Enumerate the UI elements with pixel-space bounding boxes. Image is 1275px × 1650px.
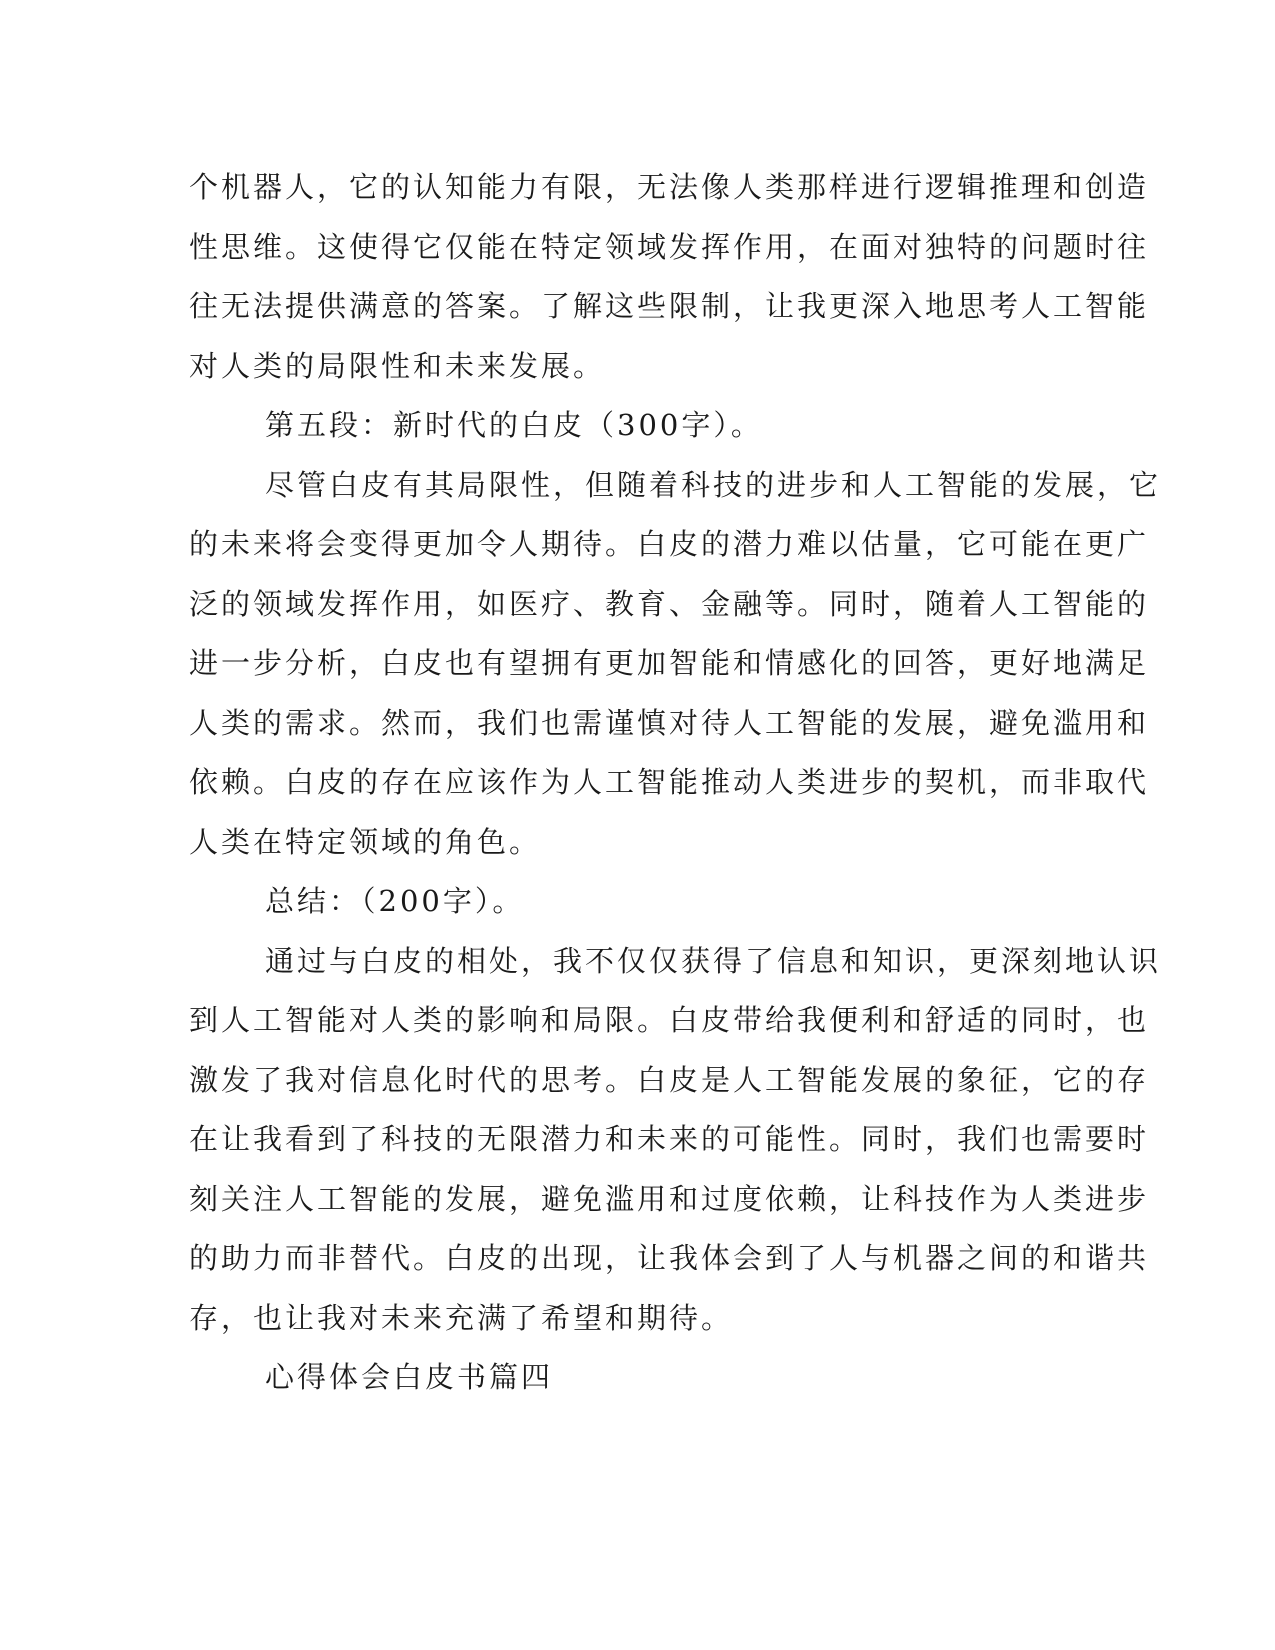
heading-line: 心得体会白皮书篇四 bbox=[265, 1360, 554, 1394]
text-line: 存，也让我对未来充满了希望和期待。 bbox=[189, 1300, 734, 1335]
text-line: 在让我看到了科技的无限潜力和未来的可能性。同时，我们也需要时 bbox=[189, 1122, 1150, 1156]
text-line: 依赖。白皮的存在应该作为人工智能推动人类进步的契机，而非取代 bbox=[189, 765, 1150, 799]
section-title-part-four bbox=[189, 1348, 1089, 1408]
document-body bbox=[189, 158, 1162, 1408]
text-line: 的助力而非替代。白皮的出现，让我体会到了人与机器之间的和谐共 bbox=[189, 1241, 1150, 1275]
text-line: 对人类的局限性和未来发展。 bbox=[189, 348, 606, 383]
heading-line: 总结：（200字）。 bbox=[265, 884, 525, 918]
text-line: 刻关注人工智能的发展，避免滥用和过度依赖，让科技作为人类进步 bbox=[189, 1181, 1150, 1216]
text-line: 往无法提供满意的答案。了解这些限制，让我更深入地思考人工智能 bbox=[189, 289, 1150, 323]
text-line: 人类的需求。然而，我们也需谨慎对待人工智能的发展，避免滥用和 bbox=[189, 705, 1150, 740]
section-heading-five bbox=[189, 396, 1089, 456]
text-line: 泛的领域发挥作用，如医疗、教育、金融等。同时，随着人工智能的 bbox=[189, 586, 1150, 621]
section-heading-summary bbox=[189, 872, 1089, 932]
text-line: 性思维。这使得它仅能在特定领域发挥作用，在面对独特的问题时往 bbox=[189, 229, 1150, 264]
paragraph-new-era bbox=[189, 456, 1162, 873]
heading-line: 第五段：新时代的白皮（300字）。 bbox=[265, 408, 763, 442]
text-line: 的未来将会变得更加令人期待。白皮的潜力难以估量，它可能在更广 bbox=[189, 527, 1150, 561]
text-line: 进一步分析，白皮也有望拥有更加智能和情感化的回答，更好地满足 bbox=[189, 646, 1150, 680]
text-line: 激发了我对信息化时代的思考。白皮是人工智能发展的象征，它的存 bbox=[189, 1062, 1150, 1097]
paragraph-continuation bbox=[189, 158, 1150, 396]
text-line: 到人工智能对人类的影响和局限。白皮带给我便利和舒适的同时，也 bbox=[189, 1003, 1150, 1037]
text-line: 尽管白皮有其局限性，但随着科技的进步和人工智能的发展，它 bbox=[265, 467, 1162, 502]
text-line: 个机器人，它的认知能力有限，无法像人类那样进行逻辑推理和创造 bbox=[189, 170, 1150, 204]
paragraph-summary bbox=[189, 932, 1162, 1349]
text-line: 通过与白皮的相处，我不仅仅获得了信息和知识，更深刻地认识 bbox=[265, 943, 1162, 978]
text-line: 人类在特定领域的角色。 bbox=[189, 824, 542, 859]
